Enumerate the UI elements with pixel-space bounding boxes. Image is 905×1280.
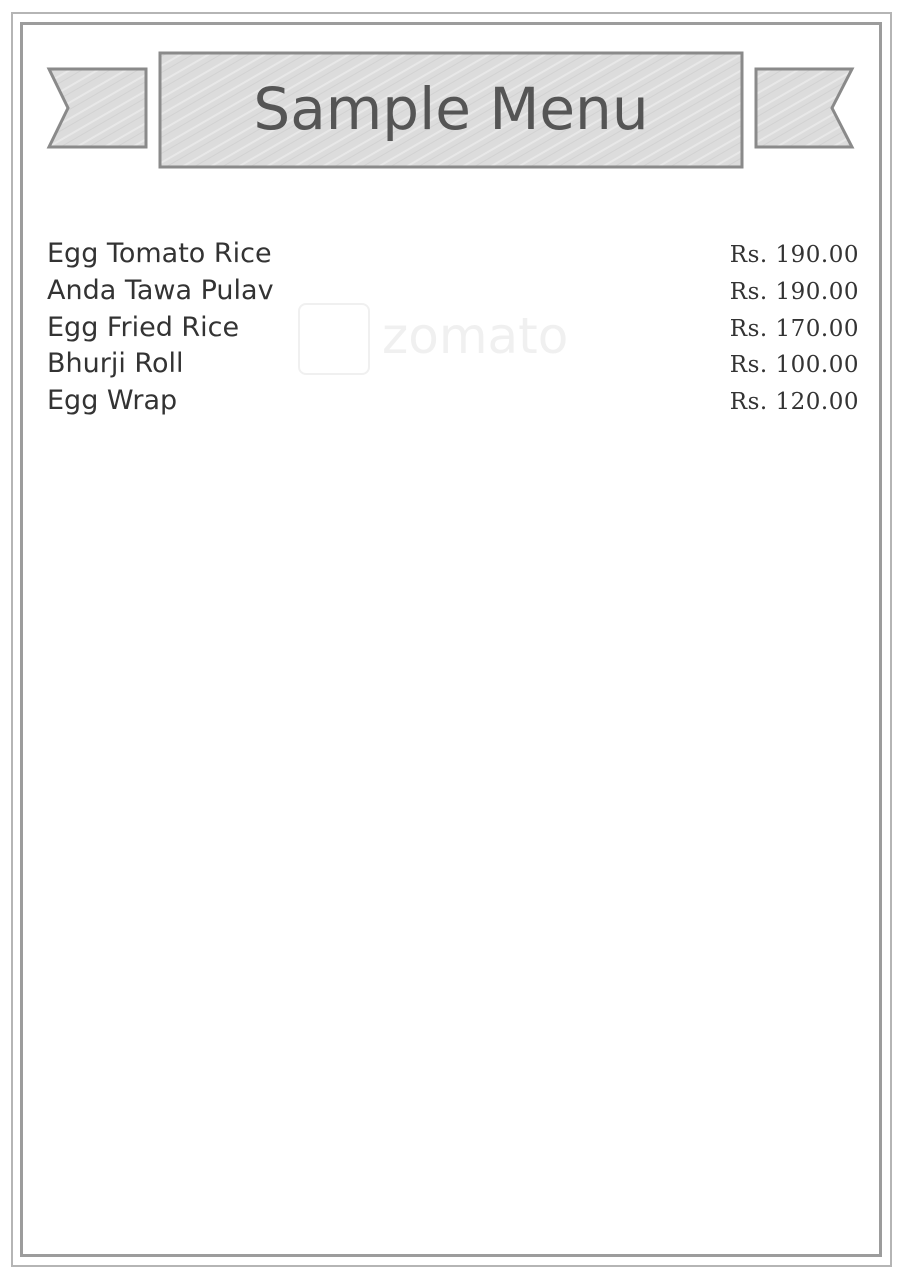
watermark-text: zomato	[382, 307, 569, 365]
item-price: Rs. 170.00	[729, 315, 859, 342]
item-name: Egg Wrap	[47, 385, 178, 417]
item-name: Egg Tomato Rice	[47, 238, 272, 269]
menu-item	[47, 346, 859, 383]
item-name: Egg Fried Rice	[47, 311, 240, 343]
menu-item	[47, 273, 859, 310]
page-title: Sample Menu	[253, 75, 649, 143]
item-name: Bhurji Roll	[47, 348, 184, 380]
menu-item	[47, 310, 859, 347]
item-price: Rs. 190.00	[729, 278, 859, 305]
inner-border	[20, 22, 882, 1257]
item-price: Rs. 100.00	[729, 352, 859, 379]
item-name: Anda Tawa Pulav	[47, 274, 274, 306]
menu-item	[47, 383, 859, 420]
menu-item	[47, 236, 859, 273]
item-price: Rs. 190.00	[729, 242, 859, 268]
menu-list	[47, 236, 859, 420]
item-price: Rs. 120.00	[729, 389, 859, 416]
